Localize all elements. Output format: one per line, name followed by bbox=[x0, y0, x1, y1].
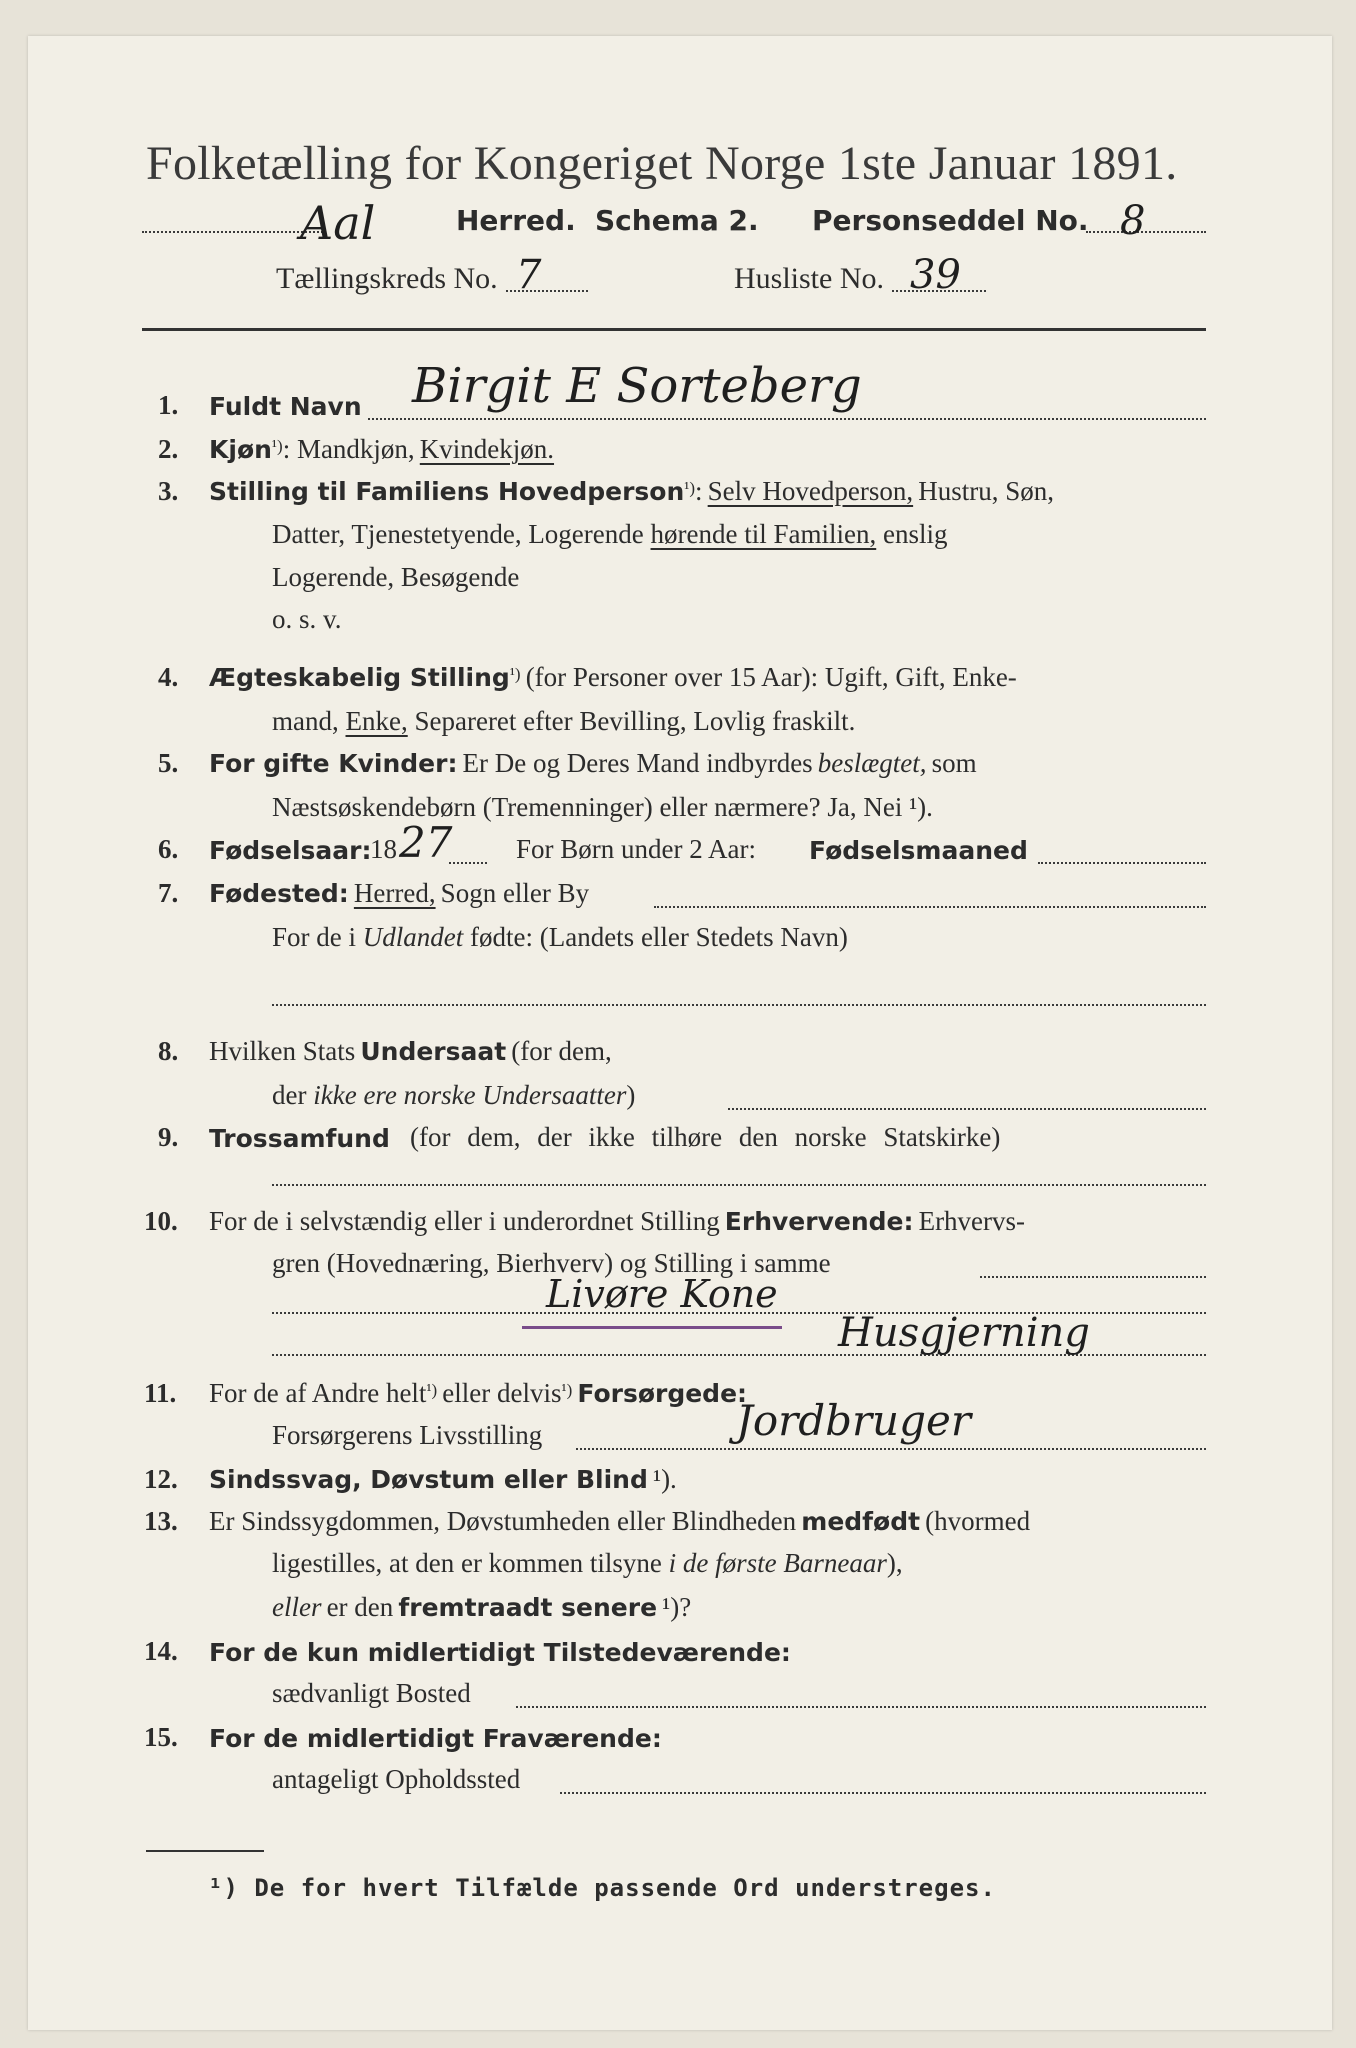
q3-sup: ¹) bbox=[684, 478, 696, 498]
q7-line2-end: fødte: (Landets eller Stedets Navn) bbox=[470, 922, 848, 952]
q4-line2 bbox=[272, 706, 855, 737]
q11-text2: eller delvis bbox=[442, 1378, 562, 1408]
q4-sup: ¹) bbox=[509, 664, 521, 684]
q3-line4: o. s. v. bbox=[272, 604, 342, 634]
q4-line1 bbox=[209, 662, 1017, 693]
q15-dotted-line bbox=[560, 1792, 1206, 1794]
q7-line2 bbox=[272, 922, 848, 953]
q7-underlined: Herred, bbox=[353, 878, 436, 908]
q11-line2: Forsørgerens Livsstilling bbox=[272, 1420, 543, 1450]
q3-line2 bbox=[272, 519, 947, 550]
q12-tail: ¹). bbox=[652, 1464, 677, 1494]
q3-line1 bbox=[209, 476, 1054, 507]
q8-line2-start: der bbox=[272, 1080, 307, 1110]
taellingskreds-label: Tællingskreds No. bbox=[276, 262, 498, 295]
husliste-label: Husliste No. bbox=[734, 262, 884, 295]
q3-underlined2: hørende til Familien, bbox=[650, 519, 877, 549]
q11-label: Forsørgede: bbox=[577, 1379, 748, 1408]
q8-number: 8. bbox=[158, 1036, 179, 1066]
q3-rest1: Hustru, Søn, bbox=[918, 476, 1054, 506]
q6-dotted-line-1 bbox=[449, 862, 487, 864]
q2-label: Kjøn bbox=[209, 435, 272, 464]
q10-text2: Erhvervs- bbox=[918, 1206, 1026, 1236]
q3-number: 3. bbox=[158, 476, 179, 506]
q5-line2: Næstsøskendebørn (Tremenninger) eller nærmere? Ja, Nei ¹). bbox=[272, 792, 933, 822]
q13-line3-bold: fremtraadt senere bbox=[398, 1593, 658, 1622]
q12-label: Sindssvag, Døvstum eller Blind bbox=[209, 1465, 648, 1494]
q13-label: medfødt bbox=[801, 1507, 921, 1536]
q1-number: 1. bbox=[158, 390, 179, 420]
herred-value: Aal bbox=[300, 196, 376, 250]
q3-underlined1: Selv Hovedperson, bbox=[707, 476, 914, 506]
q10-dotted-line-1 bbox=[980, 1276, 1206, 1278]
q4-underlined: Enke, bbox=[345, 706, 408, 736]
q11-sup2: ¹) bbox=[561, 1380, 573, 1400]
q7-dotted-line bbox=[654, 906, 1206, 908]
q1-label: Fuldt Navn bbox=[209, 392, 362, 421]
q9-dotted-line bbox=[272, 1184, 1206, 1186]
q11-dotted-line bbox=[576, 1448, 1206, 1450]
q7-line2-italic: Udlandet bbox=[362, 922, 464, 952]
q10-value1: Livøre Kone bbox=[546, 1272, 778, 1316]
q10-value2: Husgjerning bbox=[838, 1310, 1090, 1356]
q10-label: Erhvervende: bbox=[724, 1207, 914, 1236]
q8-text2: (for dem, bbox=[511, 1036, 612, 1066]
q7-answer-dotted-line bbox=[272, 1004, 1206, 1006]
q15-line2: antageligt Opholdssted bbox=[272, 1764, 521, 1794]
q5-text: Er De og Deres Mand indbyrdes bbox=[462, 748, 813, 778]
q13-text1: Er Sindssygdommen, Døvstumheden eller Blindheden bbox=[209, 1506, 797, 1536]
q13-line3-italic: eller bbox=[272, 1592, 322, 1622]
q3-line2-end: enslig bbox=[882, 519, 948, 549]
q5-line1 bbox=[209, 748, 977, 779]
q2-text: : Mandkjøn, bbox=[282, 434, 415, 464]
q7-line1 bbox=[209, 878, 589, 909]
q7-number: 7. bbox=[158, 878, 179, 908]
q6-dotted-line-2 bbox=[1038, 862, 1206, 864]
census-form-sheet bbox=[28, 36, 1332, 2030]
q9-label: Trossamfund bbox=[209, 1124, 390, 1153]
q6-number: 6. bbox=[158, 834, 179, 864]
q2-sup: ¹) bbox=[271, 436, 283, 456]
q6-prefix: 18 bbox=[370, 834, 397, 864]
q9-text: (for dem, der ikke tilhøre den norske Statskirke) bbox=[410, 1122, 1001, 1152]
q14-number: 14. bbox=[144, 1636, 178, 1666]
q7-label: Fødested: bbox=[209, 879, 349, 908]
footnote-text: ¹) De for hvert Tilfælde passende Ord understreges. bbox=[208, 1874, 996, 1902]
husliste-value: 39 bbox=[910, 252, 961, 298]
form-title: Folketælling for Kongeriget Norge 1ste Januar 1891. bbox=[146, 137, 1178, 190]
q2-number: 2. bbox=[158, 434, 179, 464]
q1-dotted-line bbox=[368, 418, 1206, 420]
q4-text: (for Personer over 15 Aar): Ugift, Gift, Enke- bbox=[525, 662, 1017, 692]
q13-line3-end: ¹)? bbox=[662, 1592, 692, 1622]
q6-text2: For Børn under 2 Aar: bbox=[516, 834, 756, 864]
footnote-rule bbox=[146, 1850, 264, 1852]
q14-line2: sædvanligt Bosted bbox=[272, 1678, 471, 1708]
q9-number: 9. bbox=[158, 1122, 179, 1152]
q4-label: Ægteskabelig Stilling bbox=[209, 663, 510, 692]
q6-label2: Fødselsmaaned bbox=[809, 836, 1028, 865]
herred-label: Herred. bbox=[456, 204, 576, 237]
q4-line2-start: mand, bbox=[272, 706, 339, 736]
q8-line1 bbox=[209, 1036, 612, 1067]
q13-line2-italic: i de første Barneaar bbox=[668, 1548, 887, 1578]
q3-line2-start: Datter, Tjenestetyende, Logerende bbox=[272, 519, 644, 549]
q6-year-value: 27 bbox=[399, 818, 453, 867]
q1-name-value: Birgit E Sorteberg bbox=[412, 358, 862, 414]
q8-text1: Hvilken Stats bbox=[209, 1036, 356, 1066]
q3-label: Stilling til Familiens Hovedperson bbox=[209, 477, 685, 506]
q3-colon: : bbox=[695, 476, 703, 506]
q2-line bbox=[209, 434, 554, 465]
q4-line2-end: Separeret efter Bevilling, Lovlig fraskilt. bbox=[414, 706, 856, 736]
q2-underlined: Kvindekjøn. bbox=[419, 434, 555, 464]
q5-text-end: som bbox=[931, 748, 977, 778]
personseddel-label: Personseddel No. bbox=[812, 204, 1089, 237]
q11-sup1: ¹) bbox=[426, 1380, 438, 1400]
q10-number: 10. bbox=[144, 1206, 178, 1236]
q10-strike-line bbox=[522, 1326, 782, 1329]
q5-number: 5. bbox=[158, 748, 179, 778]
q10-text1: For de i selvstændig eller i underordnet Stilling bbox=[209, 1206, 720, 1236]
q13-text2: (hvormed bbox=[925, 1506, 1031, 1536]
q6-label: Fødselsaar: bbox=[209, 836, 372, 865]
q14-label: For de kun midlertidigt Tilstedeværende: bbox=[209, 1638, 791, 1667]
q10-line1 bbox=[209, 1206, 1025, 1237]
q5-italic: beslægtet, bbox=[817, 748, 927, 778]
q8-line2-end: ) bbox=[626, 1080, 636, 1110]
schema-label: Schema 2. bbox=[595, 204, 759, 237]
q8-line2 bbox=[272, 1080, 635, 1111]
q12-number: 12. bbox=[144, 1464, 178, 1494]
q3-line3: Logerende, Besøgende bbox=[272, 562, 520, 592]
q12-line bbox=[209, 1464, 677, 1495]
q11-text1: For de af Andre helt bbox=[209, 1378, 427, 1408]
q13-line3-mid: er den bbox=[326, 1592, 394, 1622]
q7-line2-start: For de i bbox=[272, 922, 356, 952]
header-divider bbox=[142, 328, 1206, 331]
q14-dotted-line bbox=[516, 1706, 1206, 1708]
q11-line1 bbox=[209, 1378, 747, 1409]
personseddel-dotted-line bbox=[1086, 231, 1206, 233]
q13-line2-end: ), bbox=[886, 1548, 903, 1578]
herred-dotted-line bbox=[142, 231, 326, 233]
q10-line2: gren (Hovednæring, Bierhverv) og Stilling i samme bbox=[272, 1248, 831, 1278]
q13-number: 13. bbox=[144, 1506, 178, 1536]
q13-line3 bbox=[272, 1592, 691, 1623]
q15-label: For de midlertidigt Fraværende: bbox=[209, 1724, 662, 1753]
q5-label: For gifte Kvinder: bbox=[209, 749, 458, 778]
q13-line2-start: ligestilles, at den er kommen tilsyne bbox=[272, 1548, 662, 1578]
q8-line2-italic: ikke ere norske Undersaatter bbox=[313, 1080, 627, 1110]
q4-number: 4. bbox=[158, 662, 179, 692]
q8-dotted-line bbox=[728, 1108, 1206, 1110]
q11-value: Jordbruger bbox=[736, 1396, 971, 1445]
q13-line2 bbox=[272, 1548, 903, 1579]
q15-number: 15. bbox=[144, 1722, 178, 1752]
taellingskreds-value: 7 bbox=[516, 252, 542, 298]
q11-number: 11. bbox=[144, 1378, 177, 1408]
q7-text: Sogn eller By bbox=[440, 878, 590, 908]
personseddel-value: 8 bbox=[1120, 198, 1146, 244]
q13-line1 bbox=[209, 1506, 1030, 1537]
q8-label: Undersaat bbox=[360, 1037, 507, 1066]
